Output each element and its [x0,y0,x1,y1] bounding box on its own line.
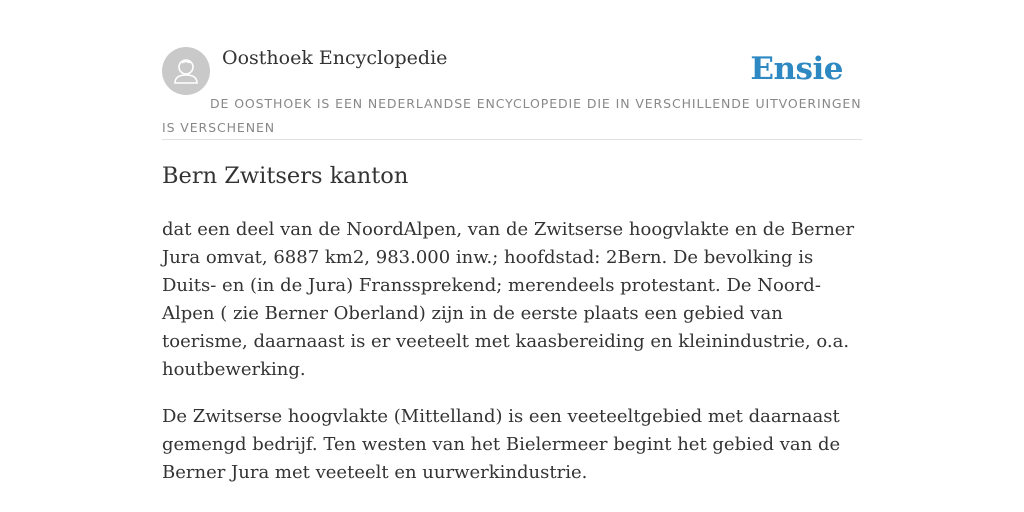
article-title: Bern Zwitsers kanton [162,163,409,189]
page [162,0,862,483]
article-paragraph: De Zwitserse hoogvlakte (Mittelland) is een veeteeltgebied met daarnaast gemengd bedrijf. Ten westen van het Bielermeer begint het gebied van de Berner Jura met veeteelt en uurwerkindustrie. [162,406,841,483]
user-avatar-icon[interactable] [162,47,210,95]
article-paragraph: dat een deel van de NoordAlpen, van de Zwitserse hoogvlakte en de Berner Jura omvat, 6887 km2, 983.000 inw.; hoofdstad: 2Bern. De bevolking is Duits- en (in de Jura) Franssprekend; merendeels protestant. De Noord-Alpen ( zie Berner Oberland) zijn in de eerste plaats een gebied van toerisme, daarnaast is er veeteelt met kaasbereiding en kleinindustrie, o.a. houtbewerking. [162,219,855,380]
source-tagline: DE OOSTHOEK IS EEN NEDERLANDSE ENCYCLOPEDIE DIE IN VERSCHILLENDE UITVOERINGEN IS VERSCHENEN [162,96,862,135]
article-body [162,216,862,506]
brand-logo[interactable]: Ensie [750,51,843,87]
source-name[interactable]: Oosthoek Encyclopedie [222,47,448,69]
source-header [162,0,862,140]
